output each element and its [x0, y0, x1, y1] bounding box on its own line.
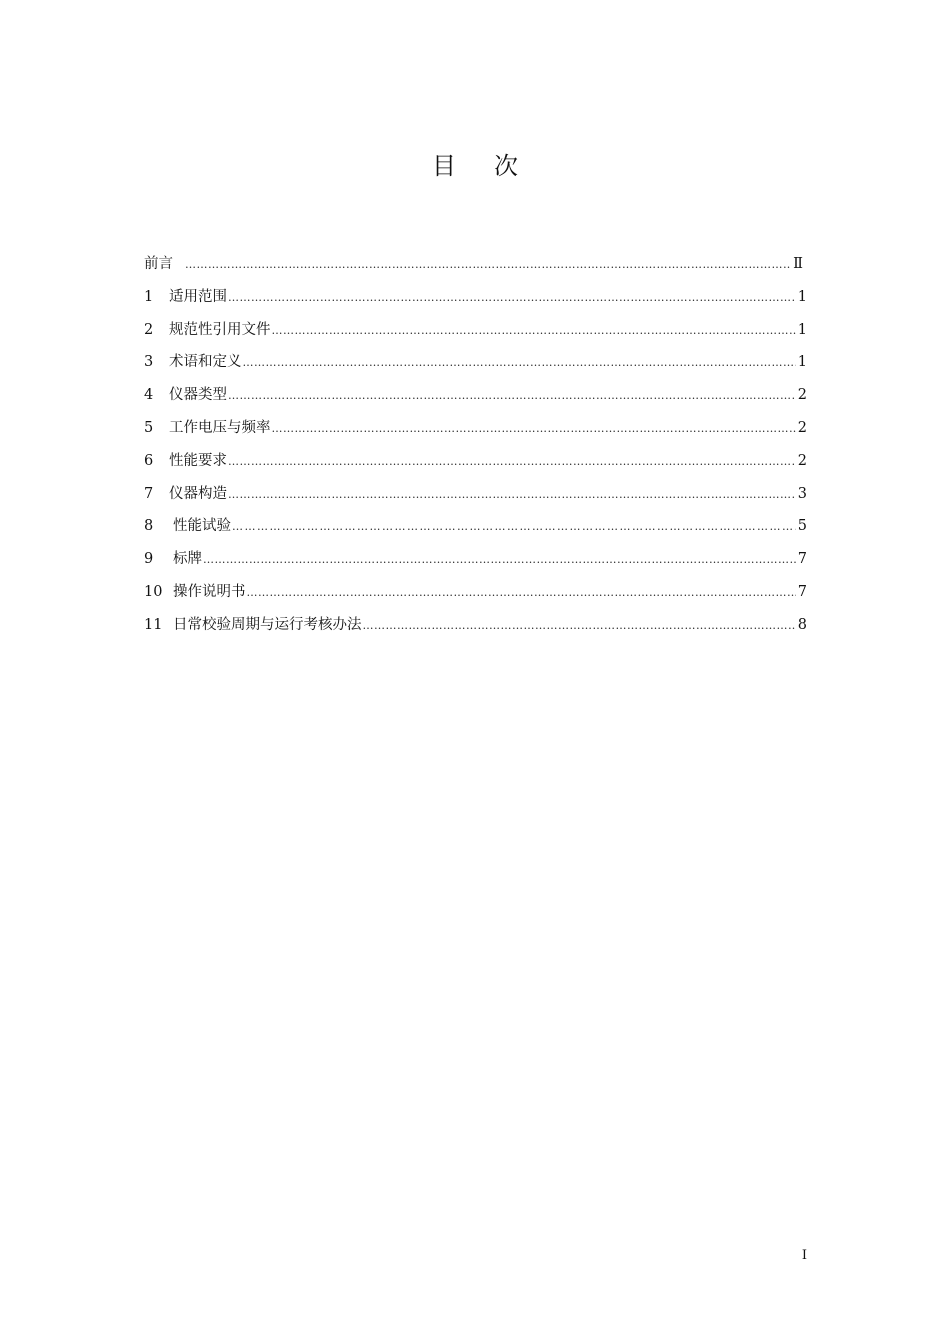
toc-entry-1[interactable]: [144, 285, 807, 318]
toc-entry-7[interactable]: [144, 482, 807, 515]
toc-entry-6[interactable]: [144, 449, 807, 482]
toc-entry-page: 1: [797, 321, 807, 338]
toc-entry-page: 2: [797, 387, 807, 404]
page-number: I: [801, 1248, 807, 1263]
toc-entry-number: 8: [144, 518, 154, 535]
toc-entry-number: 5: [144, 419, 154, 436]
toc-entry-page: 1: [797, 288, 807, 305]
table-of-contents: [144, 252, 807, 646]
toc-entry-9[interactable]: [144, 547, 807, 580]
toc-entry-number: 9: [144, 551, 154, 568]
toc-entry-4[interactable]: [144, 383, 807, 416]
toc-entry-title: 工作电压与频率: [169, 419, 271, 436]
toc-entry-title: 仪器类型: [169, 387, 227, 404]
toc-entry-3[interactable]: [144, 350, 807, 383]
toc-entry-page: 7: [797, 551, 807, 568]
toc-entry-number: 1: [144, 288, 154, 305]
toc-entry-page: 8: [797, 616, 807, 633]
toc-leader-dots: [272, 417, 796, 441]
toc-entry-number: 6: [144, 452, 154, 469]
toc-leader-dots: [272, 319, 796, 343]
toc-entry-title: 仪器构造: [169, 485, 227, 502]
toc-entry-page: 2: [797, 419, 807, 436]
toc-entry-page: 7: [797, 583, 807, 600]
page-title: 目次: [432, 152, 556, 180]
toc-entry-title: 日常校验周期与运行考核办法: [173, 616, 362, 633]
toc-entry-page: 1: [797, 354, 807, 371]
toc-entry-page: 2: [797, 452, 807, 469]
toc-entry-number: 7: [144, 485, 154, 502]
toc-entry-title: 适用范围: [169, 288, 227, 305]
toc-entry-number: 11: [144, 616, 163, 633]
toc-entry-number: 4: [144, 387, 154, 404]
toc-entry-title: 操作说明书: [173, 583, 246, 600]
toc-entry-title: 标牌: [173, 551, 202, 568]
toc-entry-5[interactable]: [144, 416, 807, 449]
toc-leader-dots: [232, 515, 796, 539]
toc-entry-title: 性能试验: [173, 518, 231, 535]
toc-entry-title: 性能要求: [169, 452, 227, 469]
toc-entry-page: 5: [797, 518, 807, 535]
toc-leader-dots: [228, 483, 796, 507]
toc-entry-number: 2: [144, 321, 154, 338]
toc-leader-dots: [228, 286, 796, 310]
toc-entry-number: 3: [144, 354, 154, 371]
toc-leader-dots: [363, 614, 796, 638]
toc-leader-dots: [243, 351, 796, 375]
toc-entry-title: 前言: [144, 256, 173, 272]
toc-entry-title: 术语和定义: [169, 354, 242, 371]
toc-entry-2[interactable]: [144, 318, 807, 351]
toc-entry-10[interactable]: [144, 580, 807, 613]
toc-entry-title: 规范性引用文件: [169, 321, 271, 338]
toc-leader-dots: [228, 450, 796, 474]
toc-entry-page: Ⅱ: [793, 256, 803, 272]
toc-entry-11[interactable]: [144, 613, 807, 646]
toc-leader-dots: [185, 253, 791, 277]
toc-entry-page: 3: [797, 485, 807, 502]
toc-leader-dots: [228, 384, 796, 408]
toc-leader-dots: [203, 548, 796, 572]
toc-entry-number: 10: [144, 583, 163, 600]
toc-entry-8[interactable]: [144, 514, 807, 547]
toc-leader-dots: [247, 581, 796, 605]
toc-entry-preface[interactable]: [144, 252, 807, 285]
